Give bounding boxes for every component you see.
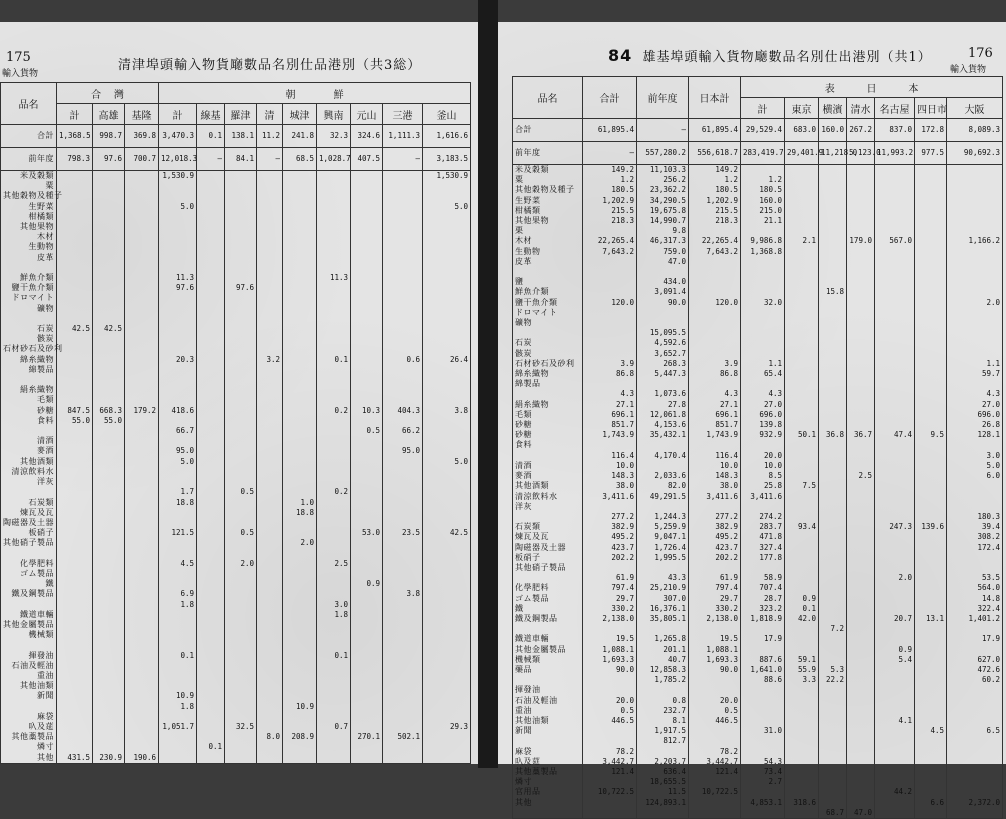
group-header-taiwan: 合 灣 [57, 83, 159, 104]
col-header: 横濱 [819, 98, 847, 119]
cell: 998.7 [93, 125, 125, 148]
col-header: 釜山 [423, 104, 471, 125]
value-column: 9.5 139.6 13.1 4.5 6.6 [915, 165, 947, 819]
cell: 241.8 [283, 125, 317, 148]
value-column: 2.1 50.1 7.5 93.4 0.9 0.1 42.0 59.1 55.9 3.3 318.6 [785, 165, 819, 819]
right-page [498, 22, 1006, 817]
value-column: 11.3 0.1 0.2 0.2 2.5 3.0 1.8 0.1 0.7 [317, 171, 351, 764]
col-header: 計 [57, 104, 93, 125]
col-header: 線基 [197, 104, 225, 125]
col-header: 清 [257, 104, 283, 125]
value-column: 0.1 [197, 171, 225, 764]
col-header: 計 [741, 98, 785, 119]
right-side-page-number: 176 [968, 46, 993, 61]
cell: 11.2 [257, 125, 283, 148]
cell: 90,692.3 [947, 142, 1003, 165]
value-column: 1.2 180.5 160.0 215.0 21.1 9,986.8 1,368.8 32.0 1.1 65.4 4.3 27.0 696.0 139.8 932.9 20.0 10.0 8.5 25.8 3,411.6 274.2 283.7 471.8 327.4 177.8 58.9 707.4 28.7 323.2 1,818.9 17.9 887.6 1,641.0 88.6 31.0 54.3 73.4 2.7 4,853.1 [741, 165, 785, 819]
col-header: 大阪 [947, 98, 1003, 119]
cell: — [383, 148, 423, 171]
value-column: 42.5 847.5 55.0 431.5 [57, 171, 93, 764]
col-header: 城津 [283, 104, 317, 125]
cell: 29,529.4 [741, 119, 785, 142]
left-data-table [0, 82, 471, 764]
cell: 61,895.4 [583, 119, 637, 142]
right-page-heading [608, 46, 932, 65]
cell: 283,419.7 [741, 142, 785, 165]
col-header: 清水 [847, 98, 875, 119]
value-column: 567.0 47.4 247.3 2.0 20.7 0.9 5.4 4.1 44.2 [875, 165, 915, 819]
value-column: 179.2 190.6 [125, 171, 159, 764]
value-column: 10.3 0.5 53.0 0.9 270.1 [351, 171, 383, 764]
cell: 160.0 [819, 119, 847, 142]
cell: 1,368.5 [57, 125, 93, 148]
right-page-number: 84 [608, 46, 633, 65]
col-header: 三港 [383, 104, 423, 125]
cell: 1,028.7 [317, 148, 351, 171]
cell: 557,280.2 [637, 142, 689, 165]
cell: 1,111.3 [383, 125, 423, 148]
cell: 369.8 [125, 125, 159, 148]
col-header: 高雄 [93, 104, 125, 125]
row-label: 前年度 [513, 142, 583, 165]
label-header: 品名 [1, 83, 57, 125]
value-column: 1.0 18.8 2.0 10.9 208.9 [283, 171, 317, 764]
col-header: 四日市 [915, 98, 947, 119]
col-header: 基隆 [125, 104, 159, 125]
cell: 267.2 [847, 119, 875, 142]
col-header: 元山 [351, 104, 383, 125]
cell: 556,618.7 [689, 142, 741, 165]
cell: 324.6 [351, 125, 383, 148]
cell: 61,895.4 [689, 119, 741, 142]
cell: 0.1 [197, 125, 225, 148]
group-header-chosen: 朝 鮮 [159, 83, 471, 104]
cell: 8,089.3 [947, 119, 1003, 142]
table-row-prev-year [513, 142, 1003, 165]
col-header: 羅津 [225, 104, 257, 125]
cell: 84.1 [225, 148, 257, 171]
cell: 5,123.0 [847, 142, 875, 165]
item-names-column: 米及穀類 粟 其他穀物及種子 生野菜 柑橘類 其他果物 木材 生動物 皮革 鮮魚介類 鹽干魚介類 ドロマイト 礦物 石炭 骸炭 石材砂石及砂利 綿糸織物 綿製品 絹糸織物 毛類 砂糖 食料 清酒 麥酒 其他酒類 清涼飲料水 洋灰 石炭類 煉瓦及瓦 陶磁器及土器 板硝子 其他硝子製品 化學肥料 ゴム製品 鐵 鐵及鋼製品 鐵道車輛 其他金屬製品 機械類 揮發油 石油及輕油 重油 其他油類 新聞 麻袋 叺及莚 其他藁製品 燐寸 其他 [1, 171, 57, 764]
group-header-japan: 表 日 本 [741, 77, 1003, 98]
value-column: 97.6 0.5 0.5 2.0 32.5 [225, 171, 257, 764]
value-column: 3.2 8.0 [257, 171, 283, 764]
cell: 138.1 [225, 125, 257, 148]
table-row-prev-year [1, 148, 471, 171]
label-header: 品名 [513, 77, 583, 119]
value-column: 11,103.3 256.2 23,362.2 34,290.5 19,675.8 14,990.7 9.8 46,317.3 759.0 47.0 434.0 3,091.4 90.0 15,095.5 4,592.6 3,652.7 268.3 5,447.3 1,073.6 27.8 12,061.8 4,153.6 35,432.1 4,170.4 2,033.6 82.0 49,291.5 1,244.3 5,259.9 9,047.1 1,726.4 1,995.5 43.3 25,210.9 307.0 16,376.1 35,805.1 1,265.8 201.1 40.7 12,858.3 1,785.2 0.8 232.7 8.1 1,917.5 812.7 2,203.7 636.4 18,655.5 11.5 124,893.1 [637, 165, 689, 819]
table-body-row [1, 171, 471, 764]
value-column: 0.6 404.3 66.2 95.0 23.5 3.8 502.1 [383, 171, 423, 764]
cell: 68.5 [283, 148, 317, 171]
value-column: 42.5 668.3 55.0 230.9 [93, 171, 125, 764]
table-row-total [513, 119, 1003, 142]
cell: 407.5 [351, 148, 383, 171]
cell: 1,616.6 [423, 125, 471, 148]
right-section-label: 輸入貨物 [950, 65, 987, 75]
book-gutter [478, 0, 498, 768]
right-page-title: 雄基埠頭輸入貨物廰數品名別仕出港別（共1） [642, 50, 932, 65]
cell: 798.3 [57, 148, 93, 171]
cell: 837.0 [875, 119, 915, 142]
value-column: 1,530.9 5.0 26.4 3.8 5.0 42.5 29.3 [423, 171, 471, 764]
table-row-total [1, 125, 471, 148]
left-section-label: 輸入貨物 [2, 69, 39, 79]
value-column: 15.8 36.8 7.2 5.3 22.2 68.7 [819, 165, 847, 819]
row-label: 前年度 [1, 148, 57, 171]
col-header: 興南 [317, 104, 351, 125]
cell: 11,218.0 [819, 142, 847, 165]
value-column: 149.2 1.2 180.5 1,202.9 215.5 218.3 22,265.4 7,643.2 120.0 3.9 86.8 4.3 27.1 696.1 851.7 1,743.9 116.4 10.0 148.3 38.0 3,411.6 277.2 382.9 495.2 423.7 202.2 61.9 797.4 29.7 330.2 2,138.0 19.5 1,088.1 1,693.3 90.0 20.0 0.5 446.5 78.2 3,442.7 121.4 10,722.5 [689, 165, 741, 819]
cell: 977.5 [915, 142, 947, 165]
value-column: 1,530.9 5.0 11.3 97.6 20.3 418.6 66.7 95.0 5.0 1.7 18.8 121.5 4.5 6.9 1.8 0.1 10.9 1.8 1,051.7 [159, 171, 197, 764]
cell: — [637, 119, 689, 142]
left-page-number: 175 [6, 50, 31, 65]
cell: 11,993.2 [875, 142, 915, 165]
cell: 97.6 [93, 148, 125, 171]
cell: — [257, 148, 283, 171]
cell: 172.8 [915, 119, 947, 142]
cell: 12,018.3 [159, 148, 197, 171]
item-names-column: 米及穀類 粟 其他穀物及種子 生野菜 柑橘類 其他果物 栗 木材 生動物 皮革 鹽 鮮魚介類 鹽干魚介類 ドロマイト 礦物 石炭 骸炭 石材砂石及砂利 綿糸織物 綿製品 絹糸織物 毛類 砂糖 砂糖 食料 清酒 麥酒 其他酒類 清涼飲料水 洋灰 石炭類 煉瓦及瓦 陶磁器及土器 板硝子 其他硝子製品 化學肥料 ゴム製品 鐵 鐵及鋼製品 鐵道車輛 其他金屬製品 機械類 藥品 揮發油 石油及輕油 重油 其他油類 新聞 麻袋 叺及莚 其他藁製品 燐寸 官用品 其他 [513, 165, 583, 819]
col-header: 合計 [583, 77, 637, 119]
value-column: 149.2 1.2 180.5 1,202.9 215.5 218.3 22,265.4 7,643.2 120.0 3.9 86.8 4.3 27.1 696.1 851.7 1,743.9 116.4 10.0 148.3 38.0 3,411.6 277.2 382.9 495.2 423.7 202.2 61.9 797.4 29.7 330.2 2,138.0 19.5 1,088.1 1,693.3 90.0 20.0 0.5 446.5 78.2 3,442.7 121.4 10,722.5 [583, 165, 637, 819]
cell: 700.7 [125, 148, 159, 171]
row-label: 合計 [1, 125, 57, 148]
left-page [0, 22, 478, 764]
row-label: 合計 [513, 119, 583, 142]
cell: 3,183.5 [423, 148, 471, 171]
col-header: 日本計 [689, 77, 741, 119]
cell: 3,470.3 [159, 125, 197, 148]
table-body-row [513, 165, 1003, 819]
cell: 32.3 [317, 125, 351, 148]
left-page-title: 清津埠頭輸入物貨廰數品名別仕品港別（共3総） [118, 58, 422, 73]
cell: — [197, 148, 225, 171]
value-column: 179.0 36.7 2.5 47.0 [847, 165, 875, 819]
right-data-table [512, 76, 1003, 819]
cell: — [583, 142, 637, 165]
cell: 683.0 [785, 119, 819, 142]
col-header: 名古屋 [875, 98, 915, 119]
cell: 29,401.9 [785, 142, 819, 165]
col-header: 前年度 [637, 77, 689, 119]
value-column: 1,166.2 2.0 1.1 59.7 4.3 27.0 696.0 26.8 128.1 3.0 5.0 6.0 180.3 39.4 308.2 172.4 53.5 564.0 14.8 322.4 1,401.2 17.9 627.0 472.6 60.2 6.5 2,372.0 [947, 165, 1003, 819]
col-header: 東京 [785, 98, 819, 119]
col-header: 計 [159, 104, 197, 125]
